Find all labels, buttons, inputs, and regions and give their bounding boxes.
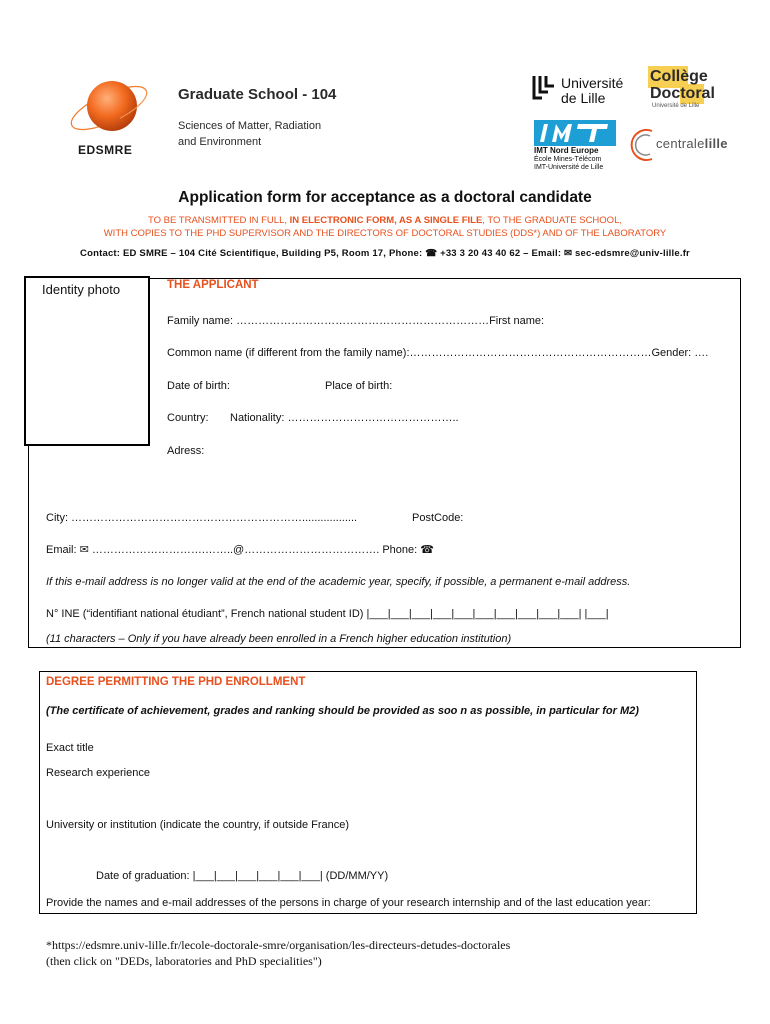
college-line2: Doctoral bbox=[650, 85, 715, 102]
imt-line3: IMT-Université de Lille bbox=[534, 164, 604, 171]
imt-line1: IMT Nord Europe bbox=[534, 146, 599, 155]
universite-de-lille-text bbox=[561, 76, 623, 106]
exact-title-field[interactable]: Exact title bbox=[46, 742, 94, 754]
centrale-lille-logo-icon bbox=[628, 127, 658, 163]
edsmre-label: EDSMRE bbox=[78, 143, 133, 157]
college-line1: Collège bbox=[650, 68, 708, 85]
imt-nord-europe-logo-icon bbox=[534, 120, 616, 146]
school-title: Graduate School - 104 bbox=[178, 86, 337, 103]
postcode-field[interactable]: PostCode: bbox=[412, 512, 464, 524]
centrale-prefix: centrale bbox=[656, 136, 705, 151]
centrale-suffix: lille bbox=[704, 136, 728, 151]
identity-photo-label: Identity photo bbox=[42, 282, 121, 297]
footnote bbox=[46, 938, 510, 969]
school-subtitle-line2: and Environment bbox=[178, 136, 262, 148]
identity-photo-box[interactable] bbox=[24, 276, 150, 446]
imt-nord-europe-text bbox=[534, 147, 603, 172]
ulille-line1: Université bbox=[561, 75, 624, 91]
date-of-birth-field[interactable]: Date of birth: bbox=[167, 380, 230, 392]
family-name-field[interactable]: Family name: ……………………………………………………………First name: bbox=[167, 315, 545, 327]
university-field[interactable]: University or institution (indicate the country, if outside France) bbox=[46, 819, 350, 831]
nationality-field[interactable]: Nationality: ……………………………………….. bbox=[230, 412, 459, 424]
transmit-line1: TO BE TRANSMITTED IN FULL, IN ELECTRONIC FORM, AS A SINGLE FILE, TO THE GRADUATE SCHOOL, bbox=[147, 215, 622, 226]
imt-line2: École Mines-Télécom bbox=[534, 156, 602, 163]
email-note: If this e-mail address is no longer valid at the end of the academic year, specify, if possible, a permanent e-mail address. bbox=[46, 576, 631, 588]
city-field[interactable]: City: ……………………………………………………….................. bbox=[46, 512, 358, 524]
footnote-instruction: (then click on "DEDs, laboratories and PhD specialities") bbox=[46, 953, 322, 968]
common-name-field[interactable]: Common name (if different from the family name):…………………………………………………………Gender: …. bbox=[167, 347, 709, 359]
contact-line: Contact: ED SMRE – 104 Cité Scientifique, Building P5, Room 17, Phone: ☎ +33 3 20 43 40 62 – Email: ✉ sec-edsmre@univ-lille.fr bbox=[80, 248, 690, 259]
universite-de-lille-logo-icon bbox=[532, 74, 556, 104]
research-experience-field[interactable]: Research experience bbox=[46, 767, 150, 779]
degree-heading: DEGREE PERMITTING THE PHD ENROLLMENT bbox=[46, 676, 306, 688]
centrale-lille-text bbox=[656, 136, 728, 151]
ine-field[interactable]: N° INE (“identifiant national étudiant”, French national student ID) |___|___|___|___|___|___|___|___|___|___| |___| bbox=[46, 608, 609, 620]
footnote-link[interactable]: *https://edsmre.univ-lille.fr/lecole-doctorale-smre/organisation/les-directeurs-detudes-doctorales bbox=[46, 938, 511, 952]
applicant-heading: THE APPLICANT bbox=[167, 279, 259, 291]
school-subtitle-line1: Sciences of Matter, Radiation bbox=[178, 120, 322, 132]
edsmre-logo-icon bbox=[66, 68, 152, 146]
form-title: Application form for acceptance as a doctoral candidate bbox=[178, 189, 592, 206]
address-field[interactable]: Adress: bbox=[167, 445, 205, 457]
transmit-line2: WITH COPIES TO THE PHD SUPERVISOR AND THE DIRECTORS OF DOCTORAL STUDIES (DDS*) AND OF THE LABORATORY bbox=[103, 228, 667, 239]
school-subtitle bbox=[178, 118, 321, 150]
graduation-date-field[interactable]: Date of graduation: |___|___|___|___|___|___| (DD/MM/YY) bbox=[96, 870, 389, 882]
ine-note: (11 characters – Only if you have already been enrolled in a French higher education institution) bbox=[46, 633, 512, 645]
provide-names-field[interactable]: Provide the names and e-mail addresses of the persons in charge of your research internship and of the last education year: bbox=[46, 897, 651, 909]
degree-note: (The certificate of achievement, grades and ranking should be provided as soo n as possible, in particular for M2) bbox=[46, 705, 639, 717]
transmission-instructions bbox=[0, 214, 770, 240]
place-of-birth-field[interactable]: Place of birth: bbox=[325, 380, 393, 392]
ulille-line2: de Lille bbox=[561, 90, 606, 106]
email-phone-field[interactable]: Email: ✉ ………………………….……..@………………………………. Phone: ☎ bbox=[46, 544, 434, 556]
country-field[interactable]: Country: bbox=[167, 412, 209, 424]
college-doctoral-subtitle: Université de Lille bbox=[652, 103, 700, 109]
college-doctoral-text bbox=[650, 68, 715, 102]
